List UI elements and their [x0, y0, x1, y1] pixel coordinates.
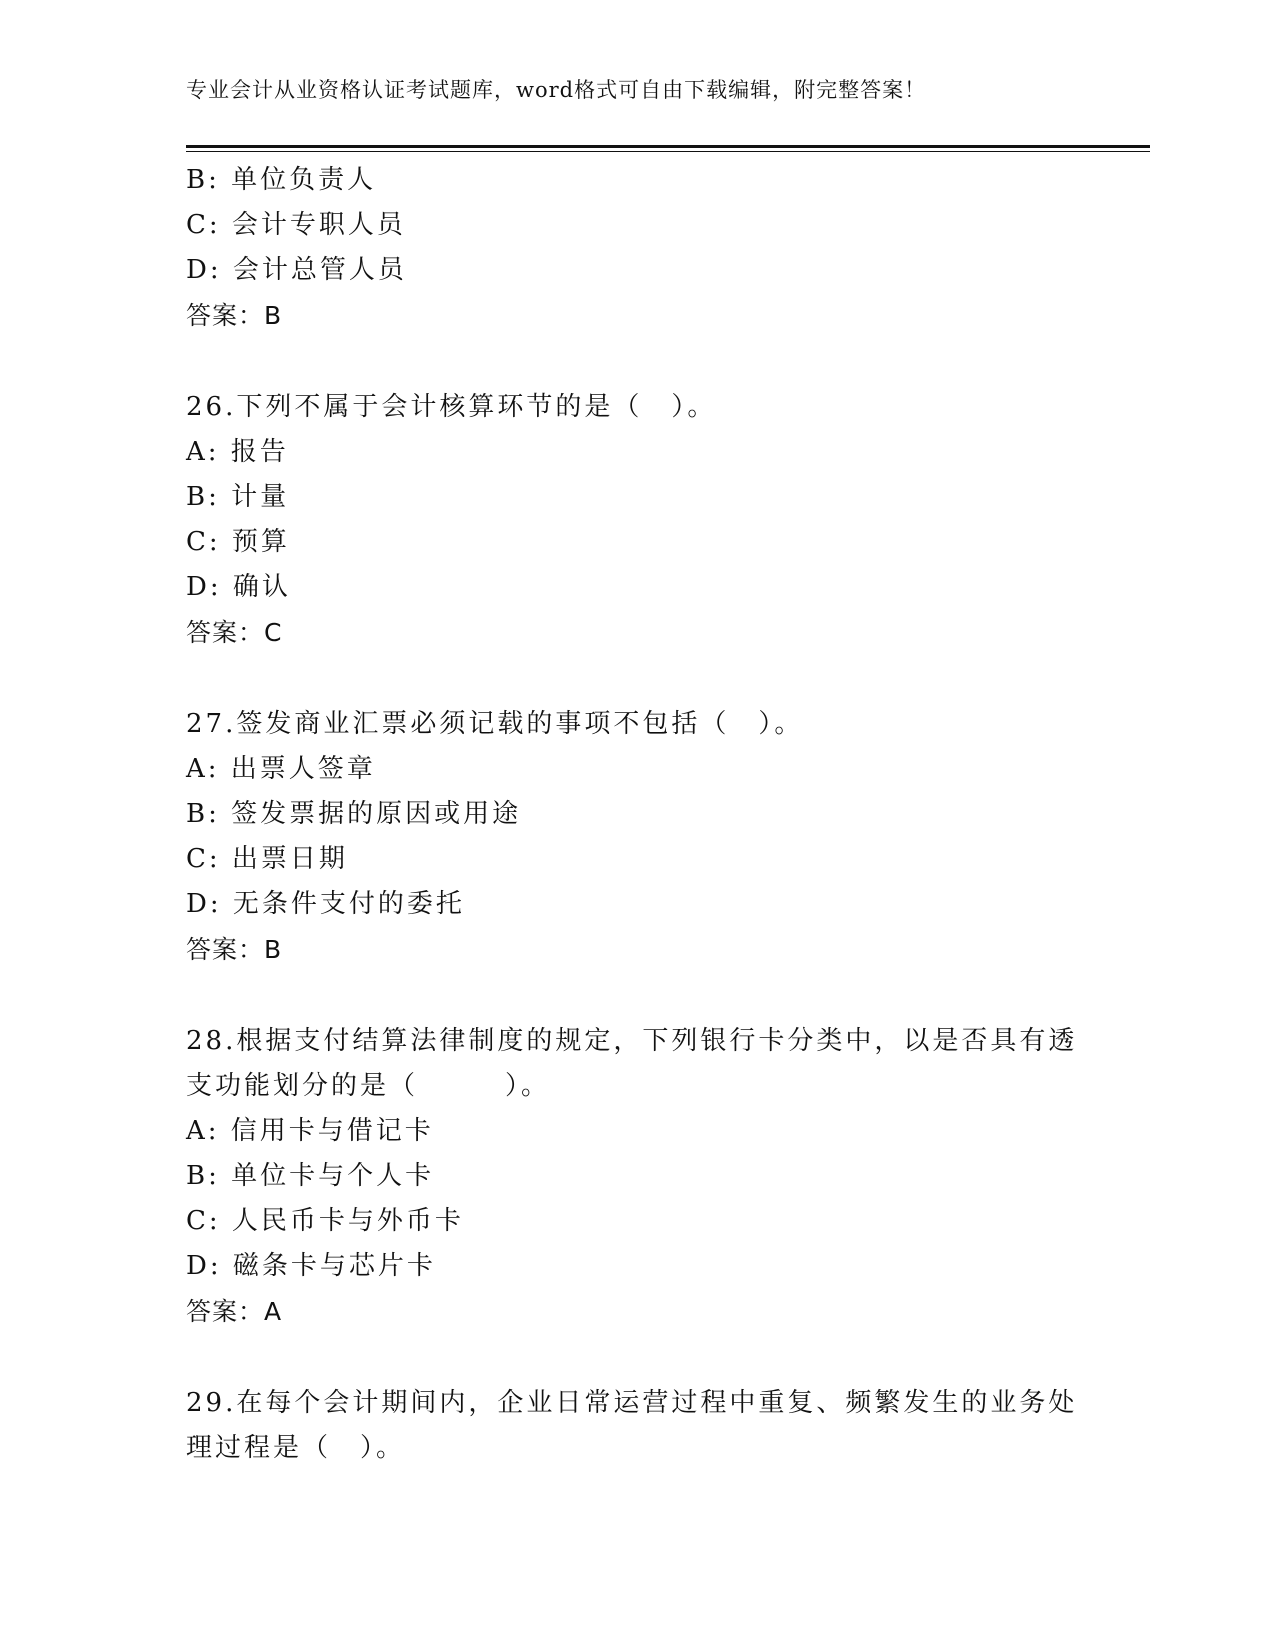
- option-d: D: 确认: [186, 572, 291, 602]
- option-b: B: 单位负责人: [186, 165, 377, 195]
- answer-line: 答案：B: [186, 935, 283, 964]
- question-26: [186, 385, 1086, 655]
- question-stem-line-2: 支功能划分的是（ ）。: [186, 1071, 551, 1101]
- option-c: C: 预算: [186, 527, 290, 557]
- question-stem-line-1: 28.根据支付结算法律制度的规定，下列银行卡分类中，以是否具有透: [186, 1026, 1078, 1056]
- header-note: 专业会计从业资格认证考试题库，word格式可自由下载编辑，附完整答案！: [186, 78, 927, 102]
- option-b: B: 计量: [186, 482, 290, 512]
- question-27: [186, 702, 1086, 972]
- option-b: B: 单位卡与个人卡: [186, 1161, 435, 1191]
- question-28: [186, 1019, 1086, 1334]
- question-stem-line-1: 29.在每个会计期间内，企业日常运营过程中重复、频繁发生的业务处: [186, 1388, 1078, 1418]
- option-a: A: 报告: [186, 437, 289, 467]
- option-b: B: 签发票据的原因或用途: [186, 799, 522, 829]
- option-c: C: 会计专职人员: [186, 210, 406, 240]
- question-stem: 26.下列不属于会计核算环节的是（ ）。: [186, 392, 717, 422]
- option-c: C: 出票日期: [186, 844, 348, 874]
- question-stem: 27.签发商业汇票必须记载的事项不包括（ ）。: [186, 709, 804, 739]
- exam-content: [186, 158, 1086, 1471]
- option-a: A: 出票人签章: [186, 754, 376, 784]
- header-rule-thin: [186, 151, 1150, 152]
- continued-question: [186, 158, 1086, 338]
- option-d: D: 会计总管人员: [186, 255, 407, 285]
- answer-line: 答案：A: [186, 1297, 283, 1326]
- question-stem-line-2: 理过程是（ ）。: [186, 1433, 406, 1463]
- question-29: [186, 1381, 1086, 1471]
- answer-line: 答案：C: [186, 618, 283, 647]
- option-d: D: 磁条卡与芯片卡: [186, 1251, 436, 1281]
- option-c: C: 人民币卡与外币卡: [186, 1206, 464, 1236]
- option-d: D: 无条件支付的委托: [186, 889, 465, 919]
- header-rule-thick: [186, 145, 1150, 148]
- option-a: A: 信用卡与借记卡: [186, 1116, 434, 1146]
- answer-line: 答案：B: [186, 301, 283, 330]
